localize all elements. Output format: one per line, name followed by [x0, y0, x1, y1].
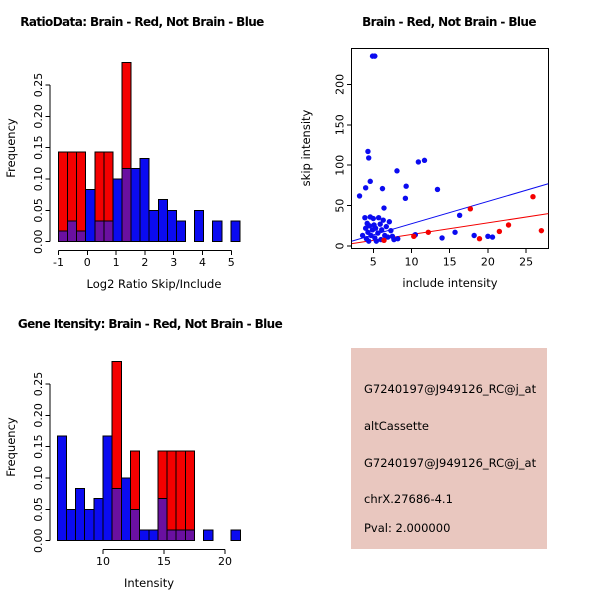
scatter-point [416, 159, 421, 164]
hist-bar [185, 530, 194, 541]
gene-intensity-ylabel: Frequency [4, 417, 18, 477]
hist-bar [66, 509, 75, 540]
scatter-point [452, 230, 457, 235]
scatter-point [403, 184, 408, 189]
scatter-point [362, 215, 367, 220]
hist-bar [167, 530, 176, 541]
hist-bar [104, 152, 113, 221]
scatter-point [376, 215, 381, 220]
scatter-point [439, 235, 444, 240]
scatter-point [379, 227, 384, 232]
scatter-point [539, 228, 544, 233]
y-tick-label: 0.10 [32, 465, 45, 491]
hist-bar [176, 530, 185, 541]
hist-bar [122, 168, 131, 241]
scatter-point [371, 216, 376, 221]
hist-bar [68, 221, 77, 242]
y-tick-label: 100 [333, 154, 347, 176]
hist-bar [130, 451, 139, 509]
info-panel-background [351, 348, 547, 549]
scatter-point [365, 149, 370, 154]
hist-bar [130, 509, 139, 540]
y-tick-label: 0.05 [32, 497, 45, 522]
pval-line: Pval: 2.000000 [364, 521, 451, 535]
hist-bar [167, 210, 176, 241]
hist-bar [59, 231, 68, 242]
hist-bar [68, 152, 77, 221]
scatter-point [426, 230, 431, 235]
scatter-point [471, 233, 476, 238]
y-tick-label: 0.00 [32, 528, 45, 553]
hist-bar [176, 451, 185, 530]
hist-bar [231, 221, 240, 242]
hist-bar [85, 509, 94, 540]
y-tick-label: 0.15 [32, 135, 45, 160]
scatter-point [435, 187, 440, 192]
scatter-point [380, 186, 385, 191]
hist-bar [158, 499, 167, 541]
not-brain-fit-line [352, 184, 548, 241]
hist-bar [158, 200, 167, 242]
hist-bar [57, 436, 66, 541]
scatter-point [388, 228, 393, 233]
hist-bar [231, 530, 240, 541]
hist-bar [122, 62, 131, 168]
scatter-point [403, 196, 408, 201]
y-tick-label: 0.20 [32, 104, 45, 129]
scatter-point [506, 222, 511, 227]
scatter-point [490, 234, 495, 239]
scatter-title: Brain - Red, Not Brain - Blue [362, 15, 536, 29]
scatter-point [373, 226, 378, 231]
scatter-point [357, 193, 362, 198]
y-tick-label: 0.15 [32, 434, 45, 459]
hist-bar [94, 499, 103, 541]
hist-bar [204, 530, 213, 541]
x-tick-label: 20 [480, 255, 495, 269]
scatter-point [485, 234, 490, 239]
y-tick-label: 0.10 [32, 166, 45, 192]
scatter-point [468, 206, 473, 211]
x-tick-label: 3 [170, 256, 178, 270]
ratio-ylabel: Frequency [4, 118, 18, 178]
scatter-point [381, 217, 386, 222]
scatter-point [366, 238, 371, 243]
x-tick-label: 5 [369, 255, 377, 269]
scatter-point [381, 238, 386, 243]
event-type-line: altCassette [364, 419, 429, 433]
x-tick-label: 5 [227, 256, 235, 270]
hist-bar [59, 152, 68, 231]
scatter-point [411, 234, 416, 239]
scatter-point [387, 219, 392, 224]
hist-bar [131, 168, 140, 241]
y-tick-label: 200 [333, 73, 347, 95]
hist-bar [77, 152, 86, 231]
scatter-point [381, 205, 386, 210]
y-tick-label: 0.20 [32, 403, 45, 428]
x-tick-label: 4 [199, 256, 206, 270]
hist-bar [140, 158, 149, 241]
gene-intensity-xlabel: Intensity [123, 576, 175, 590]
scatter-point [363, 185, 368, 190]
gene-intensity-title: Gene Itensity: Brain - Red, Not Brain - Blue [17, 317, 283, 331]
hist-bar [112, 489, 121, 541]
y-tick-label: 150 [333, 114, 347, 136]
x-tick-label: 10 [96, 555, 110, 569]
hist-bar [95, 221, 104, 242]
y-tick-label: 0.25 [32, 371, 45, 397]
x-tick-label: 15 [442, 255, 457, 269]
scatter-point [368, 179, 373, 184]
ratio-xlabel: Log2 Ratio Skip/Include [86, 277, 222, 291]
hist-bar [77, 231, 86, 242]
hist-bar [149, 530, 158, 541]
y-tick-label: 0.05 [32, 198, 45, 223]
hist-bar [112, 361, 121, 488]
hist-bar [185, 451, 194, 530]
y-tick-label: 0.00 [32, 229, 45, 254]
hist-bar [176, 221, 185, 242]
y-tick-label: 50 [333, 198, 347, 213]
probe-id-line-1: G7240197@J949126_RC@j_at [364, 382, 537, 396]
y-tick-label: 0.25 [32, 72, 45, 98]
scatter-point [457, 213, 462, 218]
hist-bar [167, 451, 176, 530]
hist-bar [104, 221, 113, 242]
scatter-point [384, 224, 389, 229]
scatter-point [422, 158, 427, 163]
x-tick-label: 2 [141, 256, 149, 270]
scatter-point [372, 53, 377, 58]
x-tick-label: -1 [53, 256, 64, 270]
hist-bar [140, 530, 149, 541]
hist-bar [103, 436, 112, 541]
hist-bar [76, 489, 85, 541]
hist-bar [86, 190, 95, 242]
scatter-ylabel: skip intensity [299, 109, 313, 187]
scatter-point [497, 229, 502, 234]
scatter-point [374, 238, 379, 243]
hist-bar [95, 152, 104, 221]
x-tick-label: 1 [112, 256, 120, 270]
ratio-histogram-title: RatioData: Brain - Red, Not Brain - Blue [20, 15, 264, 29]
x-tick-label: 10 [404, 255, 419, 269]
scatter-point [477, 236, 482, 241]
ratio-histogram-plot [32, 62, 240, 269]
scatter-point [395, 236, 400, 241]
hist-bar [195, 210, 204, 241]
probe-id-line-2: G7240197@J949126_RC@j_at [364, 456, 537, 470]
x-tick-label: 20 [218, 555, 232, 569]
hist-bar [113, 179, 122, 242]
scatter-point [394, 168, 399, 173]
gene-info-panel [351, 348, 547, 549]
scatter-point [366, 155, 371, 160]
x-tick-label: 0 [83, 256, 91, 270]
x-tick-label: 25 [519, 255, 534, 269]
gene-intensity-histogram-plot [32, 361, 240, 568]
scatter-xlabel: include intensity [402, 276, 498, 290]
y-tick-label: 0 [333, 242, 347, 250]
hist-bar [121, 478, 130, 541]
hist-bar [213, 221, 222, 242]
scatter-point [530, 194, 535, 199]
x-tick-label: 15 [157, 555, 171, 569]
chromosome-location-line: chrX.27686-4.1 [364, 492, 453, 506]
hist-bar [149, 210, 158, 241]
hist-bar [158, 451, 167, 499]
intensity-scatter-plot [334, 48, 549, 268]
